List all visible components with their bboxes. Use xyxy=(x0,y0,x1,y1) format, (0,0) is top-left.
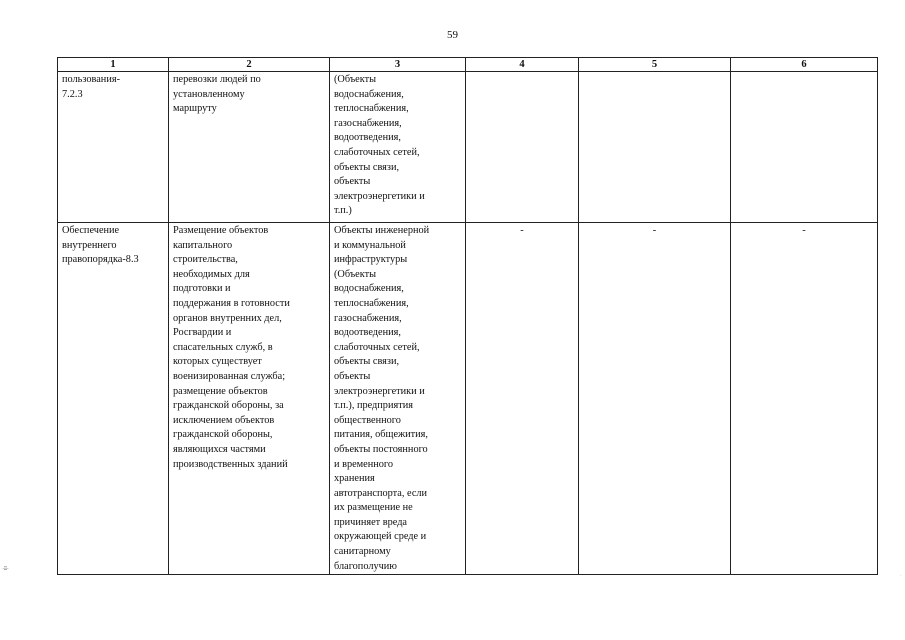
cell-text-line: объекты xyxy=(334,370,371,382)
cell-text-line: спасательных служб, в xyxy=(173,341,273,353)
cell-text-line: подготовки и xyxy=(173,283,231,295)
table-cell xyxy=(466,72,579,223)
table-cell: - xyxy=(579,223,731,575)
page-number: 59 xyxy=(447,29,458,41)
cell-text-line: перевозки людей по xyxy=(173,74,261,85)
table-cell xyxy=(579,72,731,223)
cell-text-line: Объекты инженерной xyxy=(334,225,430,236)
cell-text-line: объекты связи, xyxy=(334,356,400,368)
cell-text-line: окружающей среде и xyxy=(334,531,427,543)
cell-text-line: внутреннего xyxy=(62,239,117,251)
scan-edge-mark: ı|ı xyxy=(2,566,8,571)
cell-text-line: общественного xyxy=(334,414,401,426)
cell-text-line: причиняет вреда xyxy=(334,516,408,528)
cell-text-line: (Объекты xyxy=(334,74,377,85)
cell-text-line: пользования- xyxy=(62,74,120,85)
cell-text-line: санитарному xyxy=(334,546,391,558)
cell-text-line: водоотведения, xyxy=(334,132,401,144)
cell-text-line: питания, общежития, xyxy=(334,429,428,441)
column-header: 4 xyxy=(466,58,579,72)
cell-text-line: электроэнергетики и xyxy=(334,190,425,202)
cell-text-line: правопорядка-8.3 xyxy=(62,254,139,266)
cell-text-line: водоснабжения, xyxy=(334,88,404,100)
cell-text-line: объекты xyxy=(334,176,371,188)
cell-text-line: гражданской обороны, xyxy=(173,429,273,441)
cell-text-line: поддержания в готовности xyxy=(173,297,290,309)
column-header: 6 xyxy=(731,58,878,72)
use-type-cell xyxy=(58,223,169,575)
cell-text-line: теплоснабжения, xyxy=(334,103,409,115)
cell-text-line: Обеспечение xyxy=(62,225,120,236)
cell-text-line: слаботочных сетей, xyxy=(334,146,420,158)
cell-text-line: гражданской обороны, за xyxy=(173,400,284,412)
allowed-objects-cell xyxy=(330,72,466,223)
table-cell xyxy=(731,72,878,223)
cell-text-line: маршруту xyxy=(173,103,217,115)
cell-text-line: органов внутренних дел, xyxy=(173,312,282,324)
cell-text-line: газоснабжения, xyxy=(334,117,402,129)
table-row xyxy=(58,72,878,223)
cell-text-line: установленному xyxy=(173,88,245,100)
cell-text-line: необходимых для xyxy=(173,268,250,280)
cell-text-line: которых существует xyxy=(173,356,262,368)
use-description-cell xyxy=(169,223,330,575)
cell-text-line: Размещение объектов xyxy=(173,225,269,236)
cell-text-line: автотранспорта, если xyxy=(334,487,428,499)
cell-text-line: т.п.) xyxy=(334,205,352,217)
cell-text-line: (Объекты xyxy=(334,268,377,280)
column-header: 3 xyxy=(330,58,466,72)
cell-text-line: водоснабжения, xyxy=(334,283,404,295)
cell-text-line: строительства, xyxy=(173,254,238,266)
cell-text-line: капитального xyxy=(173,239,233,251)
column-header: 2 xyxy=(169,58,330,72)
cell-text-line: объекты постоянного xyxy=(334,443,428,455)
cell-text-line: объекты связи, xyxy=(334,161,400,173)
cell-text-line: водоотведения, xyxy=(334,327,401,339)
cell-text-line: их размещение не xyxy=(334,502,413,514)
use-description-cell xyxy=(169,72,330,223)
allowed-objects-cell xyxy=(330,223,466,575)
cell-text-line: электроэнергетики и xyxy=(334,385,425,397)
cell-text-line: инфраструктуры xyxy=(334,254,408,266)
permitted-use-table xyxy=(57,57,878,575)
scan-edge-dot: · xyxy=(900,574,902,579)
cell-text-line: теплоснабжения, xyxy=(334,297,409,309)
cell-text-line: и коммунальной xyxy=(334,239,406,251)
column-header: 5 xyxy=(579,58,731,72)
cell-text-line: т.п.), предприятия xyxy=(334,400,413,412)
column-header: 1 xyxy=(58,58,169,72)
cell-text-line: газоснабжения, xyxy=(334,312,402,324)
cell-text-line: и временного xyxy=(334,458,394,470)
table-cell: - xyxy=(466,223,579,575)
cell-text-line: являющихся частями xyxy=(173,443,266,455)
cell-text-line: 7.2.3 xyxy=(62,88,83,100)
cell-text-line: военизированная служба; xyxy=(173,370,286,382)
cell-text-line: исключением объектов xyxy=(173,414,275,426)
cell-text-line: благополучию xyxy=(334,560,397,572)
cell-text-line: Росгвардии и xyxy=(173,327,232,339)
cell-text-line: слаботочных сетей, xyxy=(334,341,420,353)
cell-text-line: хранения xyxy=(334,473,375,485)
table-header-row xyxy=(58,58,878,72)
table-row xyxy=(58,223,878,575)
cell-text-line: размещение объектов xyxy=(173,385,268,397)
cell-text-line: производственных зданий xyxy=(173,458,288,470)
table-cell: - xyxy=(731,223,878,575)
use-type-cell xyxy=(58,72,169,223)
